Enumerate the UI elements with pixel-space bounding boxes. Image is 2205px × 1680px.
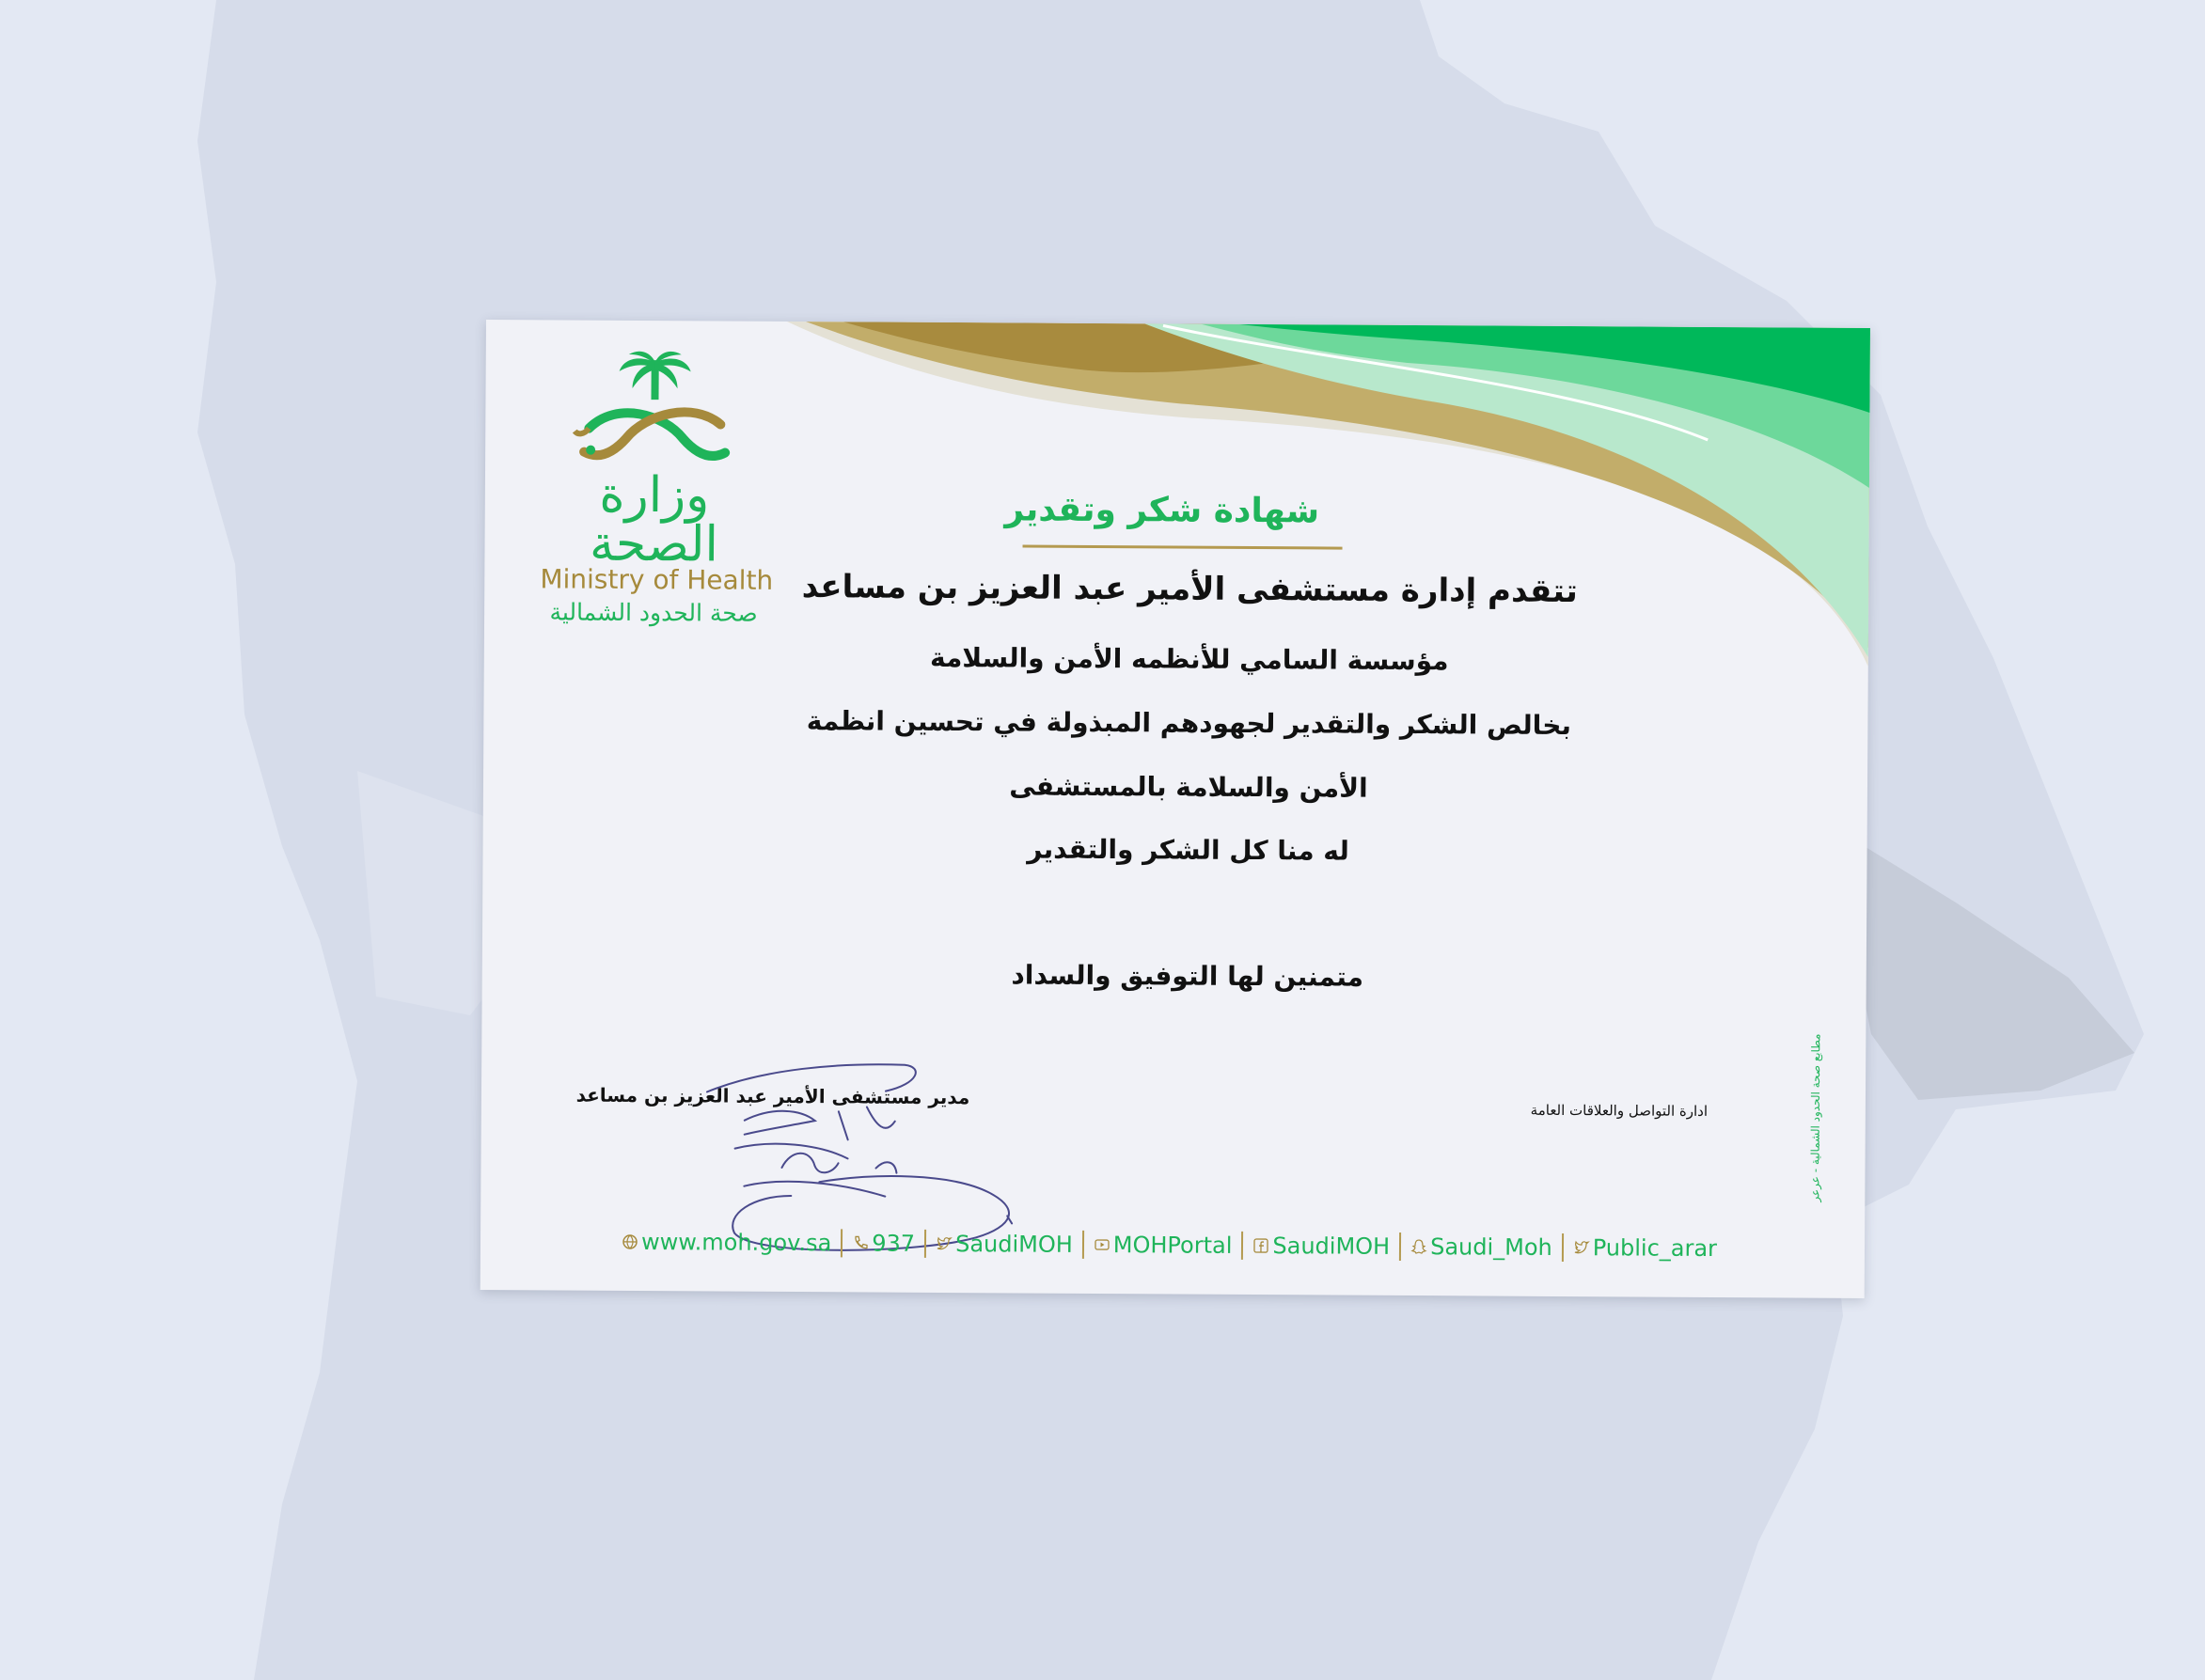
phone-icon	[852, 1234, 869, 1251]
snapchat-icon	[1410, 1238, 1427, 1255]
footer-phone-text: 937	[872, 1230, 916, 1257]
ministry-logo	[512, 348, 795, 627]
youtube-icon	[1094, 1236, 1110, 1253]
signature-label: مدير مستشفى الأمير عبد العزيز بن مساعد	[575, 1083, 970, 1109]
twitter-icon	[1573, 1239, 1590, 1256]
logo-english-name: Ministry of Health	[540, 563, 774, 596]
footer-website[interactable]	[612, 1229, 841, 1256]
footer-contacts	[612, 1223, 1726, 1267]
body-line-6: متمنين لها التوفيق والسداد	[1011, 959, 1364, 993]
footer-twitter-text: SaudiMOH	[955, 1231, 1073, 1258]
twitter-icon	[936, 1235, 953, 1252]
body-line-3: بخالص الشكر والتقدير لجهودهم المبذولة في تحسين انظمة	[806, 705, 1572, 742]
footer-facebook-text: SaudiMOH	[1272, 1233, 1391, 1260]
logo-arabic-name: وزارة الصحة	[589, 466, 719, 573]
certificate-card	[480, 320, 1870, 1298]
globe-icon	[622, 1233, 638, 1250]
body-line-4: الأمن والسلامة بالمستشفى	[1009, 770, 1368, 804]
facebook-icon	[1252, 1237, 1269, 1254]
footer-website-text: www.moh.gov.sa	[640, 1229, 832, 1257]
logo-region-name: صحة الحدود الشمالية	[549, 598, 758, 627]
footer-twitter-regional-text: Public_arar	[1592, 1234, 1718, 1263]
certificate-title: شهادة شكر وتقدير	[1004, 490, 1320, 531]
footer-facebook[interactable]	[1243, 1233, 1399, 1260]
palm-swords-icon	[570, 349, 740, 481]
footer-snapchat-text: Saudi_Moh	[1430, 1233, 1552, 1261]
body-line-1: تتقدم إدارة مستشفى الأمير عبد العزيز بن مساعد	[801, 568, 1578, 611]
footer-twitter[interactable]	[926, 1231, 1082, 1258]
body-line-2: مؤسسة السامي للأنظمه الأمن والسلامة	[929, 641, 1449, 677]
footer-snapchat[interactable]	[1401, 1233, 1562, 1261]
printer-note: مطابع صحة الحدود الشمالية - عرعر	[1808, 1033, 1823, 1202]
department-label: ادارة التواصل والعلاقات العامة	[1530, 1101, 1709, 1120]
footer-phone[interactable]	[843, 1230, 924, 1257]
footer-twitter-regional[interactable]	[1564, 1234, 1726, 1262]
footer-youtube-text: MOHPortal	[1112, 1232, 1233, 1259]
body-line-5: له منا كل الشكر والتقدير	[1027, 833, 1349, 867]
footer-youtube[interactable]	[1084, 1232, 1242, 1259]
